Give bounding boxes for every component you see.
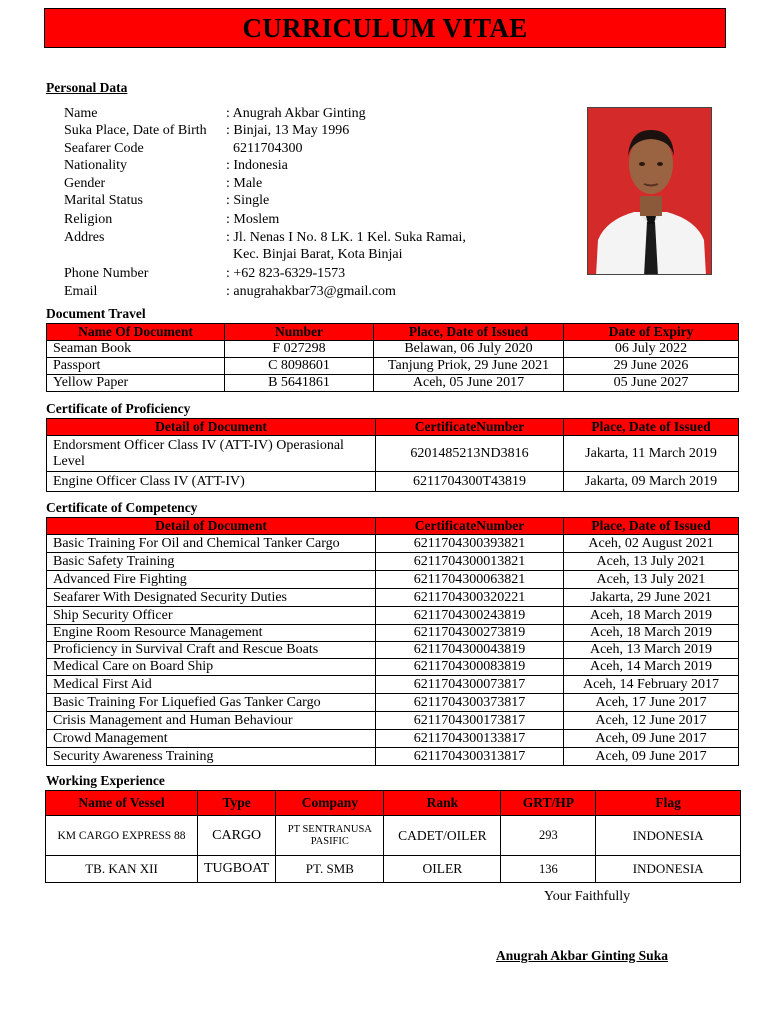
pd-value: : Male (226, 176, 263, 191)
table-cell: Crowd Management (47, 730, 376, 748)
table-cell: TB. KAN XII (46, 856, 198, 883)
table-row (47, 607, 739, 625)
table-cell: Aceh, 12 June 2017 (564, 712, 739, 730)
table-cell: PT. SMB (276, 856, 384, 883)
table-cell: 6211704300173817 (376, 712, 564, 730)
table-cell: 6211704300043819 (376, 642, 564, 659)
table-cell: Security Awareness Training (47, 748, 376, 766)
table-header: Rank (384, 791, 501, 816)
pd-label: Suka Place, Date of Birth (64, 123, 207, 138)
table-cell: Aceh, 17 June 2017 (564, 694, 739, 712)
table-cell: Aceh, 02 August 2021 (564, 535, 739, 553)
pd-label: Nationality (64, 158, 127, 173)
table-row (46, 856, 741, 883)
pd-value: : anugrahakbar73@gmail.com (226, 284, 396, 299)
table-cell: OILER (384, 856, 501, 883)
table-cell: Proficiency in Survival Craft and Rescue Boats (47, 642, 376, 659)
table-cell: Basic Training For Liquefied Gas Tanker Cargo (47, 694, 376, 712)
closing-text: Your Faithfully (544, 889, 631, 904)
table-cell: INDONESIA (596, 856, 741, 883)
table-cell: Aceh, 05 June 2017 (374, 375, 564, 392)
table-cell: 6211704300083819 (376, 659, 564, 676)
table-row (47, 553, 739, 571)
table-header: Flag (596, 791, 741, 816)
table-header: Type (198, 791, 276, 816)
table-cell: TUGBOAT (198, 856, 276, 883)
table-header: Date of Expiry (564, 324, 739, 341)
table-cell: F 027298 (225, 341, 374, 358)
table-cell: 6211704300073817 (376, 676, 564, 694)
table-cell: Jakarta, 09 March 2019 (564, 472, 739, 492)
table-header: CertificateNumber (376, 518, 564, 535)
table-row (47, 625, 739, 642)
table-row (47, 535, 739, 553)
table-header: Name of Vessel (46, 791, 198, 816)
table-cell: 6211704300273819 (376, 625, 564, 642)
table-cell: 293 (501, 816, 596, 856)
table-header: Place, Date of Issued (374, 324, 564, 341)
table-cell: 6211704300013821 (376, 553, 564, 571)
table-header: Name Of Document (47, 324, 225, 341)
document-travel-heading: Document Travel (46, 306, 146, 321)
experience-heading: Working Experience (46, 773, 165, 788)
table-cell: 136 (501, 856, 596, 883)
table-row (47, 730, 739, 748)
table-cell: Tanjung Priok, 29 June 2021 (374, 358, 564, 375)
table-cell: Basic Safety Training (47, 553, 376, 571)
page-title: CURRICULUM VITAE (242, 12, 528, 43)
person-portrait-icon (588, 108, 712, 275)
table-row (47, 642, 739, 659)
table-row (47, 748, 739, 766)
table-cell: 6211704300320221 (376, 589, 564, 607)
table-cell: Passport (47, 358, 225, 375)
table-header: CertificateNumber (376, 419, 564, 436)
table-cell: KM CARGO EXPRESS 88 (46, 816, 198, 856)
pd-label: Gender (64, 176, 106, 191)
table-row (47, 358, 739, 375)
pd-value: : Indonesia (226, 158, 288, 173)
table-cell: Aceh, 14 February 2017 (564, 676, 739, 694)
table-cell: Aceh, 13 March 2019 (564, 642, 739, 659)
pd-label: Phone Number (64, 266, 149, 281)
table-row (46, 816, 741, 856)
table-cell (276, 816, 384, 856)
table-cell: Basic Training For Oil and Chemical Tanker Cargo (47, 535, 376, 553)
table-cell: Advanced Fire Fighting (47, 571, 376, 589)
table-header: Place, Date of Issued (564, 518, 739, 535)
pd-label: Addres (64, 230, 105, 245)
pd-value: : Anugrah Akbar Ginting (226, 106, 366, 121)
cell-line: Level (53, 453, 85, 469)
pd-value: : +62 823-6329-1573 (226, 266, 346, 281)
table-cell: 05 June 2027 (564, 375, 739, 392)
table-cell: Jakarta, 29 June 2021 (564, 589, 739, 607)
competency-heading: Certificate of Competency (46, 500, 198, 515)
table-row (47, 659, 739, 676)
profile-photo (587, 107, 712, 275)
table-cell: 6211704300063821 (376, 571, 564, 589)
table-cell: CARGO (198, 816, 276, 856)
pd-label: Religion (64, 212, 113, 227)
table-header: GRT/HP (501, 791, 596, 816)
table-cell: 6211704300133817 (376, 730, 564, 748)
table-cell: INDONESIA (596, 816, 741, 856)
table-cell: 29 June 2026 (564, 358, 739, 375)
table-cell: Aceh, 18 March 2019 (564, 625, 739, 642)
table-cell: C 8098601 (225, 358, 374, 375)
table-row (47, 694, 739, 712)
cell-line: PASIFIC (310, 835, 349, 847)
proficiency-heading: Certificate of Proficiency (46, 401, 191, 416)
table-cell: CADET/OILER (384, 816, 501, 856)
table-cell: Aceh, 13 July 2021 (564, 553, 739, 571)
pd-value: 6211704300 (226, 141, 303, 156)
pd-value: : Single (226, 193, 270, 208)
table-header: Detail of Document (47, 518, 376, 535)
pd-value: : Jl. Nenas I No. 8 LK. 1 Kel. Suka Ramai, (226, 230, 466, 245)
table-row (47, 571, 739, 589)
table-header: Number (225, 324, 374, 341)
table-cell: Medical First Aid (47, 676, 376, 694)
proficiency-table (46, 418, 739, 492)
table-row (47, 712, 739, 730)
table-cell: 6211704300373817 (376, 694, 564, 712)
table-cell: Engine Officer Class IV (ATT-IV) (47, 472, 376, 492)
table-cell: Engine Room Resource Management (47, 625, 376, 642)
table-header: Place, Date of Issued (564, 419, 739, 436)
pd-label: Name (64, 106, 98, 121)
table-row (47, 375, 739, 392)
table-cell: Aceh, 09 June 2017 (564, 730, 739, 748)
table-cell: Aceh, 14 March 2019 (564, 659, 739, 676)
table-cell: 6201485213ND3816 (376, 436, 564, 472)
pd-label: Email (64, 284, 98, 299)
table-row (47, 676, 739, 694)
table-header: Company (276, 791, 384, 816)
personal-data-heading: Personal Data (46, 80, 128, 95)
cell-line: PT SENTRANUSA (287, 823, 372, 835)
table-cell: 6211704300313817 (376, 748, 564, 766)
table-cell: Aceh, 09 June 2017 (564, 748, 739, 766)
table-cell: Belawan, 06 July 2020 (374, 341, 564, 358)
pd-label: Seafarer Code (64, 141, 144, 156)
table-cell: 06 July 2022 (564, 341, 739, 358)
table-cell: 6211704300243819 (376, 607, 564, 625)
table-cell (47, 436, 376, 472)
table-row (47, 589, 739, 607)
table-cell: Aceh, 13 July 2021 (564, 571, 739, 589)
table-cell: Ship Security Officer (47, 607, 376, 625)
table-cell: B 5641861 (225, 375, 374, 392)
table-row (47, 472, 739, 492)
pd-value: : Moslem (226, 212, 280, 227)
table-row (47, 436, 739, 472)
competency-table (46, 517, 739, 766)
pd-value: : Binjai, 13 May 1996 (226, 123, 350, 138)
table-cell: Medical Care on Board Ship (47, 659, 376, 676)
table-cell: Yellow Paper (47, 375, 225, 392)
table-header: Detail of Document (47, 419, 376, 436)
cell-line: Endorsment Officer Class IV (ATT-IV) Operasional (53, 437, 344, 453)
table-cell: Seafarer With Designated Security Duties (47, 589, 376, 607)
pd-label: Marital Status (64, 193, 143, 208)
experience-table (45, 790, 741, 883)
table-cell: Aceh, 18 March 2019 (564, 607, 739, 625)
signature-name: Anugrah Akbar Ginting Suka (496, 948, 668, 963)
table-cell: Jakarta, 11 March 2019 (564, 436, 739, 472)
table-cell: 6211704300393821 (376, 535, 564, 553)
table-cell: Crisis Management and Human Behaviour (47, 712, 376, 730)
table-cell: Seaman Book (47, 341, 225, 358)
table-row (47, 341, 739, 358)
document-travel-table (46, 323, 739, 392)
table-cell: 6211704300T43819 (376, 472, 564, 492)
cv-title-bar (44, 8, 726, 48)
pd-value: Kec. Binjai Barat, Kota Binjai (226, 247, 403, 262)
